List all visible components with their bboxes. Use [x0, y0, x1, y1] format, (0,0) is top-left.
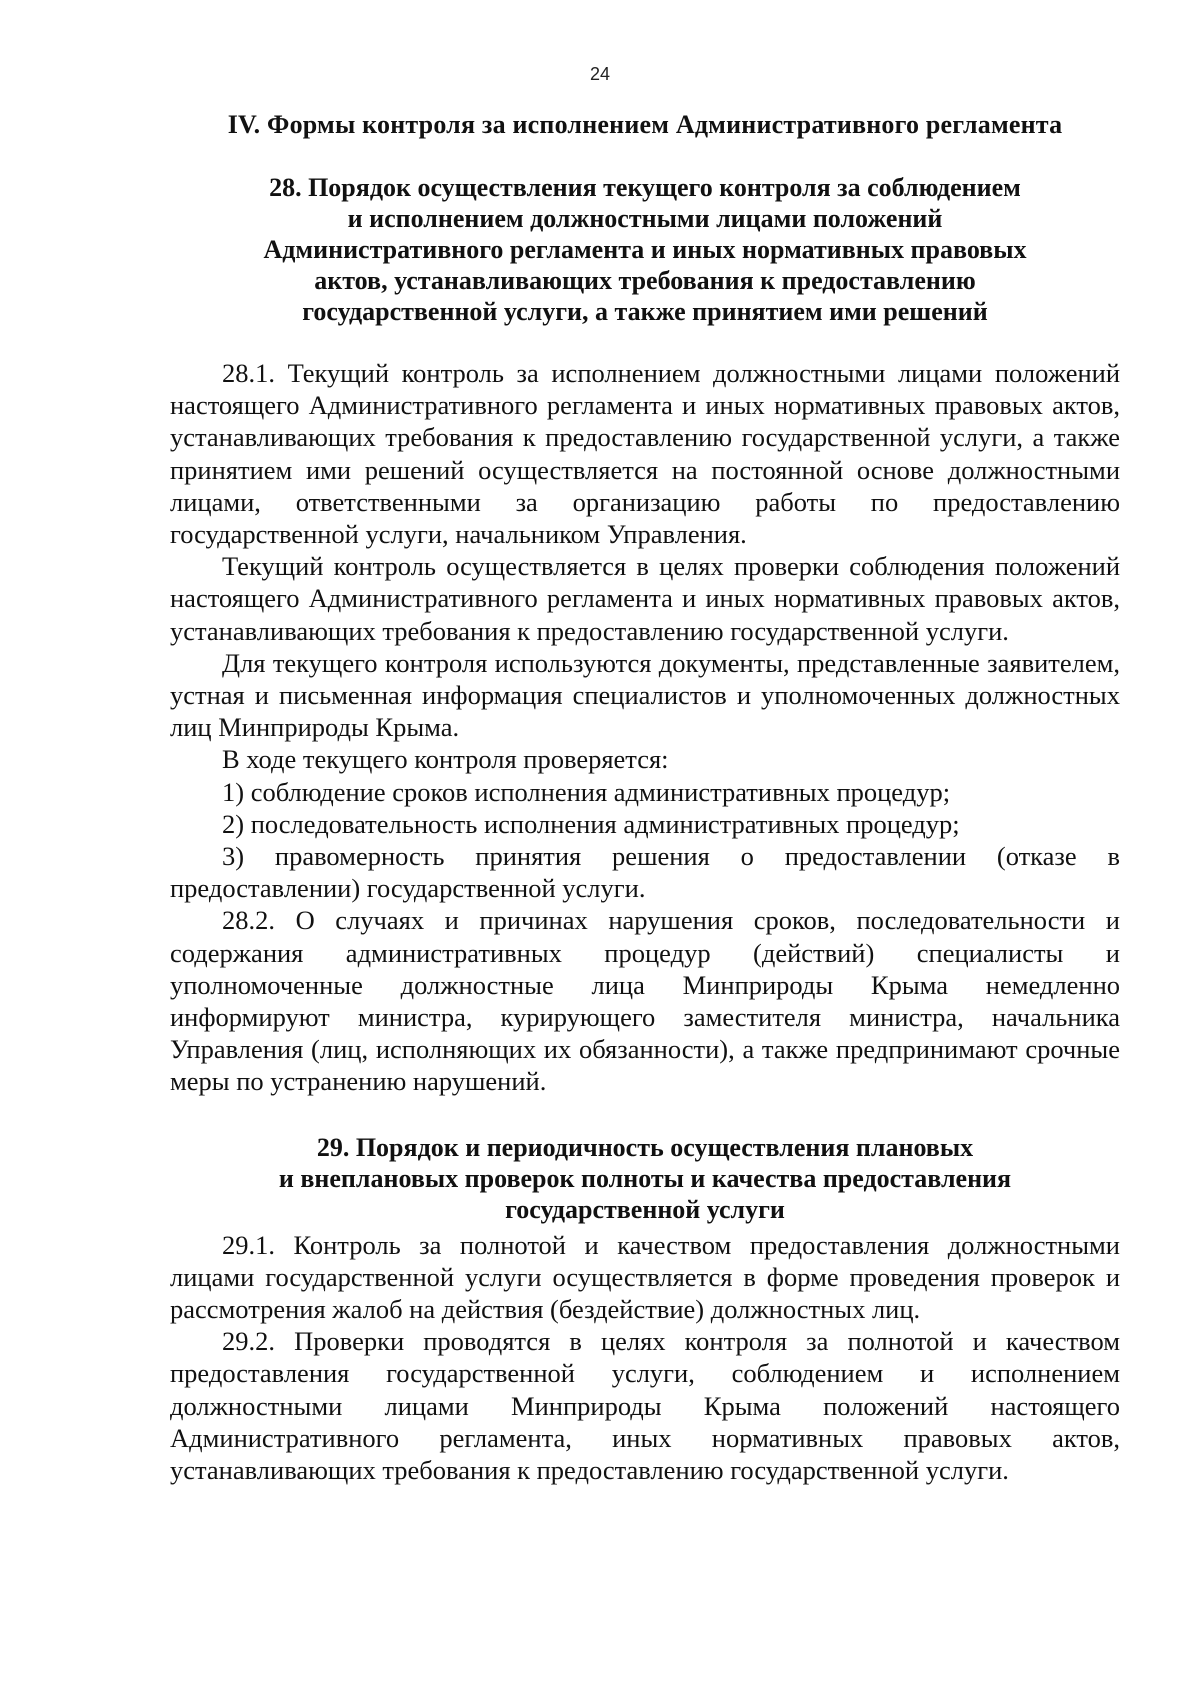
- paragraph-28-1: 28.1. Текущий контроль за исполнением должностными лицами положений настоящего Административного регламента и иных нормативных правовых актов, устанавливающих требования к предоставлению государственной услуги, а также принятием ими решений осуществляется на постоянной основе должностными лицами, ответственными за организацию работы по предоставлению государственной услуги, начальником Управления.: [170, 358, 1120, 550]
- paragraph-29-1: 29.1. Контроль за полнотой и качеством предоставления должностными лицами государственной услуги осуществляется в форме проведения проверок и рассмотрения жалоб на действия (бездействие) должностных лиц.: [170, 1229, 1120, 1325]
- paragraph-checked-items-intro: В ходе текущего контроля проверяется:: [222, 744, 669, 775]
- section-28-title: [170, 172, 1120, 327]
- paragraph-control-documents: Для текущего контроля используются документы, представленные заявителем, устная и письменная информация специалистов и уполномоченных должностных лиц Минприроды Крыма.: [170, 647, 1120, 743]
- paragraph-28-2: 28.2. О случаях и причинах нарушения сроков, последовательности и содержания административных процедур (действий) специалисты и уполномоченные должностные лица Минприроды Крыма немедленно информируют министра, курирующего заместителя министра, начальника Управления (лиц, исполняющих их обязанности), а также предпринимают срочные меры по устранению нарушений.: [170, 905, 1120, 1097]
- chapter-title: IV. Формы контроля за исполнением Административного регламента: [227, 110, 1063, 139]
- section-29-title-line: и внеплановых проверок полноты и качества предоставления: [278, 1163, 1012, 1193]
- page-number: 24: [589, 64, 611, 84]
- section-28-title-line: актов, устанавливающих требования к предоставлению: [314, 266, 976, 295]
- paragraph-29-2: 29.2. Проверки проводятся в целях контроля за полнотой и качеством предоставления государственной услуги, соблюдением и исполнением должностными лицами Минприроды Крыма положений настоящего Административного регламента, иных нормативных правовых актов, устанавливающих требования к предоставлению государственной услуги.: [170, 1326, 1120, 1486]
- list-item-3: 3) правомерность принятия решения о предоставлении (отказе в предоставлении) государственной услуги.: [170, 841, 1120, 904]
- section-28-title-line: 28. Порядок осуществления текущего контроля за соблюдением: [269, 173, 1021, 202]
- section-29-title-line: государственной услуги: [505, 1194, 785, 1224]
- section-28-title-line: государственной услуги, а также принятием ими решений: [302, 297, 988, 326]
- section-29-title-line: 29. Порядок и периодичность осуществления плановых: [316, 1132, 974, 1162]
- list-item-1: 1) соблюдение сроков исполнения административных процедур;: [222, 776, 951, 807]
- section-29-title: [170, 1132, 1120, 1225]
- section-28-title-line: Административного регламента и иных нормативных правовых: [263, 235, 1027, 264]
- paragraph-current-control-purpose: Текущий контроль осуществляется в целях проверки соблюдения положений настоящего Административного регламента и иных нормативных правовых актов, устанавливающих требования к предоставлению государственной услуги.: [170, 551, 1120, 646]
- document-body: [170, 108, 1120, 1486]
- list-item-2: 2) последовательность исполнения административных процедур;: [222, 808, 960, 839]
- section-28-title-line: и исполнением должностными лицами положений: [347, 204, 943, 233]
- section-spacer: [170, 1098, 1120, 1132]
